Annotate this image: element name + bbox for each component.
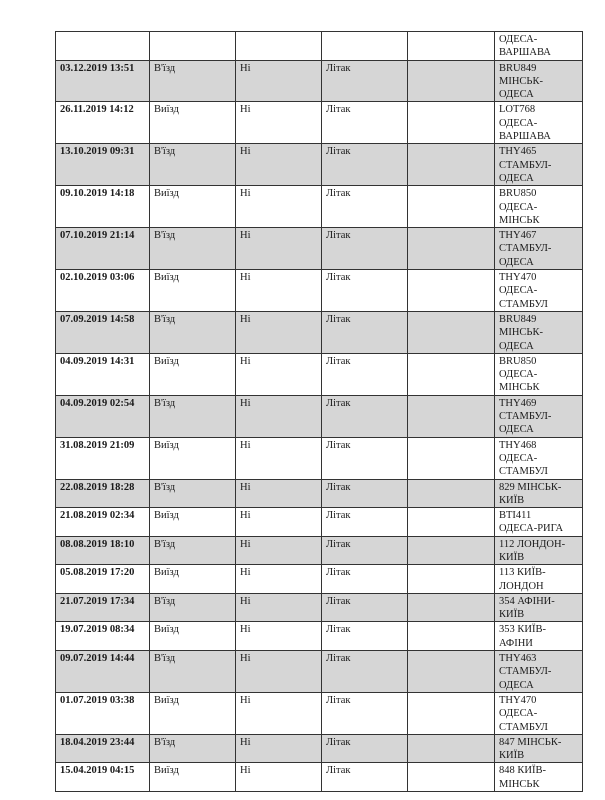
direction-cell: В'їзд — [150, 479, 236, 508]
table-row — [56, 144, 583, 186]
transport-cell: Літак — [322, 763, 408, 792]
flag-cell: Ні — [236, 692, 322, 734]
extra-cell — [408, 311, 495, 353]
flag-cell: Ні — [236, 437, 322, 479]
extra-cell — [408, 734, 495, 763]
direction-cell: Виїзд — [150, 437, 236, 479]
extra-cell — [408, 144, 495, 186]
flag-cell: Ні — [236, 536, 322, 565]
date-cell: 15.04.2019 04:15 — [56, 763, 150, 792]
table-row — [56, 270, 583, 312]
flag-cell: Ні — [236, 734, 322, 763]
date-cell — [56, 32, 150, 61]
extra-cell — [408, 32, 495, 61]
date-cell: 08.08.2019 18:10 — [56, 536, 150, 565]
date-cell: 02.10.2019 03:06 — [56, 270, 150, 312]
flag-cell: Ні — [236, 622, 322, 651]
transport-cell: Літак — [322, 353, 408, 395]
table-row — [56, 734, 583, 763]
direction-cell: В'їзд — [150, 60, 236, 102]
transport-cell: Літак — [322, 479, 408, 508]
extra-cell — [408, 593, 495, 622]
direction-cell: Виїзд — [150, 622, 236, 651]
direction-cell: Виїзд — [150, 508, 236, 537]
direction-cell: В'їзд — [150, 651, 236, 693]
date-cell: 09.07.2019 14:44 — [56, 651, 150, 693]
direction-cell: Виїзд — [150, 565, 236, 594]
direction-cell: В'їзд — [150, 536, 236, 565]
extra-cell — [408, 651, 495, 693]
transport-cell: Літак — [322, 734, 408, 763]
border-crossings-table — [55, 31, 583, 792]
extra-cell — [408, 622, 495, 651]
flag-cell: Ні — [236, 102, 322, 144]
flight-cell: 353 КИЇВ- АФІНИ — [495, 622, 583, 651]
table-row — [56, 60, 583, 102]
transport-cell: Літак — [322, 593, 408, 622]
extra-cell — [408, 395, 495, 437]
flag-cell: Ні — [236, 311, 322, 353]
flag-cell: Ні — [236, 353, 322, 395]
table-row — [56, 479, 583, 508]
extra-cell — [408, 508, 495, 537]
flight-cell: BRU849 МІНСЬК- ОДЕСА — [495, 311, 583, 353]
flight-cell: 848 КИЇВ- МІНСЬК — [495, 763, 583, 792]
direction-cell: Виїзд — [150, 692, 236, 734]
table-row — [56, 32, 583, 61]
date-cell: 04.09.2019 02:54 — [56, 395, 150, 437]
flight-cell: THY470 ОДЕСА- СТАМБУЛ — [495, 692, 583, 734]
transport-cell: Літак — [322, 692, 408, 734]
flag-cell: Ні — [236, 479, 322, 508]
flight-cell: 829 МІНСЬК- КИЇВ — [495, 479, 583, 508]
transport-cell: Літак — [322, 437, 408, 479]
flight-cell: 354 АФІНИ- КИЇВ — [495, 593, 583, 622]
direction-cell: В'їзд — [150, 734, 236, 763]
transport-cell: Літак — [322, 622, 408, 651]
flag-cell: Ні — [236, 651, 322, 693]
date-cell: 03.12.2019 13:51 — [56, 60, 150, 102]
direction-cell: В'їзд — [150, 311, 236, 353]
flight-cell: 112 ЛОНДОН- КИЇВ — [495, 536, 583, 565]
date-cell: 21.07.2019 17:34 — [56, 593, 150, 622]
flag-cell: Ні — [236, 186, 322, 228]
transport-cell: Літак — [322, 565, 408, 594]
table-row — [56, 437, 583, 479]
flight-cell: BRU850 ОДЕСА- МІНСЬК — [495, 186, 583, 228]
extra-cell — [408, 60, 495, 102]
transport-cell: Літак — [322, 60, 408, 102]
table-row — [56, 311, 583, 353]
flight-cell: BTI411 ОДЕСА-РИГА — [495, 508, 583, 537]
date-cell: 09.10.2019 14:18 — [56, 186, 150, 228]
table-row — [56, 565, 583, 594]
direction-cell: Виїзд — [150, 102, 236, 144]
direction-cell: Виїзд — [150, 186, 236, 228]
flag-cell: Ні — [236, 395, 322, 437]
transport-cell: Літак — [322, 508, 408, 537]
flight-cell: THY465 СТАМБУЛ- ОДЕСА — [495, 144, 583, 186]
extra-cell — [408, 536, 495, 565]
flag-cell: Ні — [236, 228, 322, 270]
direction-cell — [150, 32, 236, 61]
table-row — [56, 692, 583, 734]
transport-cell: Літак — [322, 270, 408, 312]
flight-cell: BRU850 ОДЕСА- МІНСЬК — [495, 353, 583, 395]
extra-cell — [408, 692, 495, 734]
date-cell: 26.11.2019 14:12 — [56, 102, 150, 144]
direction-cell: Виїзд — [150, 763, 236, 792]
direction-cell: Виїзд — [150, 270, 236, 312]
date-cell: 13.10.2019 09:31 — [56, 144, 150, 186]
table-row — [56, 228, 583, 270]
flag-cell: Ні — [236, 763, 322, 792]
extra-cell — [408, 565, 495, 594]
table-row — [56, 102, 583, 144]
date-cell: 07.09.2019 14:58 — [56, 311, 150, 353]
direction-cell: В'їзд — [150, 144, 236, 186]
extra-cell — [408, 763, 495, 792]
date-cell: 31.08.2019 21:09 — [56, 437, 150, 479]
flag-cell — [236, 32, 322, 61]
flight-cell: THY467 СТАМБУЛ- ОДЕСА — [495, 228, 583, 270]
table-row — [56, 508, 583, 537]
table-row — [56, 395, 583, 437]
flight-cell: 847 МІНСЬК- КИЇВ — [495, 734, 583, 763]
date-cell: 19.07.2019 08:34 — [56, 622, 150, 651]
extra-cell — [408, 186, 495, 228]
date-cell: 21.08.2019 02:34 — [56, 508, 150, 537]
flight-cell: THY469 СТАМБУЛ- ОДЕСА — [495, 395, 583, 437]
flag-cell: Ні — [236, 270, 322, 312]
extra-cell — [408, 479, 495, 508]
direction-cell: В'їзд — [150, 395, 236, 437]
direction-cell: Виїзд — [150, 353, 236, 395]
flight-cell: BRU849 МІНСЬК- ОДЕСА — [495, 60, 583, 102]
transport-cell: Літак — [322, 228, 408, 270]
transport-cell: Літак — [322, 651, 408, 693]
transport-cell: Літак — [322, 536, 408, 565]
flight-cell: THY463 СТАМБУЛ- ОДЕСА — [495, 651, 583, 693]
flag-cell: Ні — [236, 565, 322, 594]
transport-cell — [322, 32, 408, 61]
transport-cell: Літак — [322, 102, 408, 144]
flag-cell: Ні — [236, 593, 322, 622]
table-row — [56, 536, 583, 565]
table-row — [56, 651, 583, 693]
extra-cell — [408, 228, 495, 270]
table-row — [56, 593, 583, 622]
date-cell: 05.08.2019 17:20 — [56, 565, 150, 594]
extra-cell — [408, 270, 495, 312]
transport-cell: Літак — [322, 186, 408, 228]
flight-cell: 113 КИЇВ- ЛОНДОН — [495, 565, 583, 594]
direction-cell: В'їзд — [150, 228, 236, 270]
transport-cell: Літак — [322, 311, 408, 353]
table-body — [56, 32, 583, 792]
flag-cell: Ні — [236, 508, 322, 537]
flight-cell: LOT768 ОДЕСА- ВАРШАВА — [495, 102, 583, 144]
date-cell: 01.07.2019 03:38 — [56, 692, 150, 734]
extra-cell — [408, 353, 495, 395]
date-cell: 22.08.2019 18:28 — [56, 479, 150, 508]
flag-cell: Ні — [236, 60, 322, 102]
extra-cell — [408, 102, 495, 144]
flag-cell: Ні — [236, 144, 322, 186]
extra-cell — [408, 437, 495, 479]
table-row — [56, 353, 583, 395]
flight-cell: ОДЕСА- ВАРШАВА — [495, 32, 583, 61]
date-cell: 18.04.2019 23:44 — [56, 734, 150, 763]
flight-cell: THY468 ОДЕСА- СТАМБУЛ — [495, 437, 583, 479]
table-row — [56, 763, 583, 792]
date-cell: 07.10.2019 21:14 — [56, 228, 150, 270]
table-row — [56, 622, 583, 651]
flight-cell: THY470 ОДЕСА- СТАМБУЛ — [495, 270, 583, 312]
transport-cell: Літак — [322, 144, 408, 186]
date-cell: 04.09.2019 14:31 — [56, 353, 150, 395]
transport-cell: Літак — [322, 395, 408, 437]
direction-cell: В'їзд — [150, 593, 236, 622]
table-row — [56, 186, 583, 228]
